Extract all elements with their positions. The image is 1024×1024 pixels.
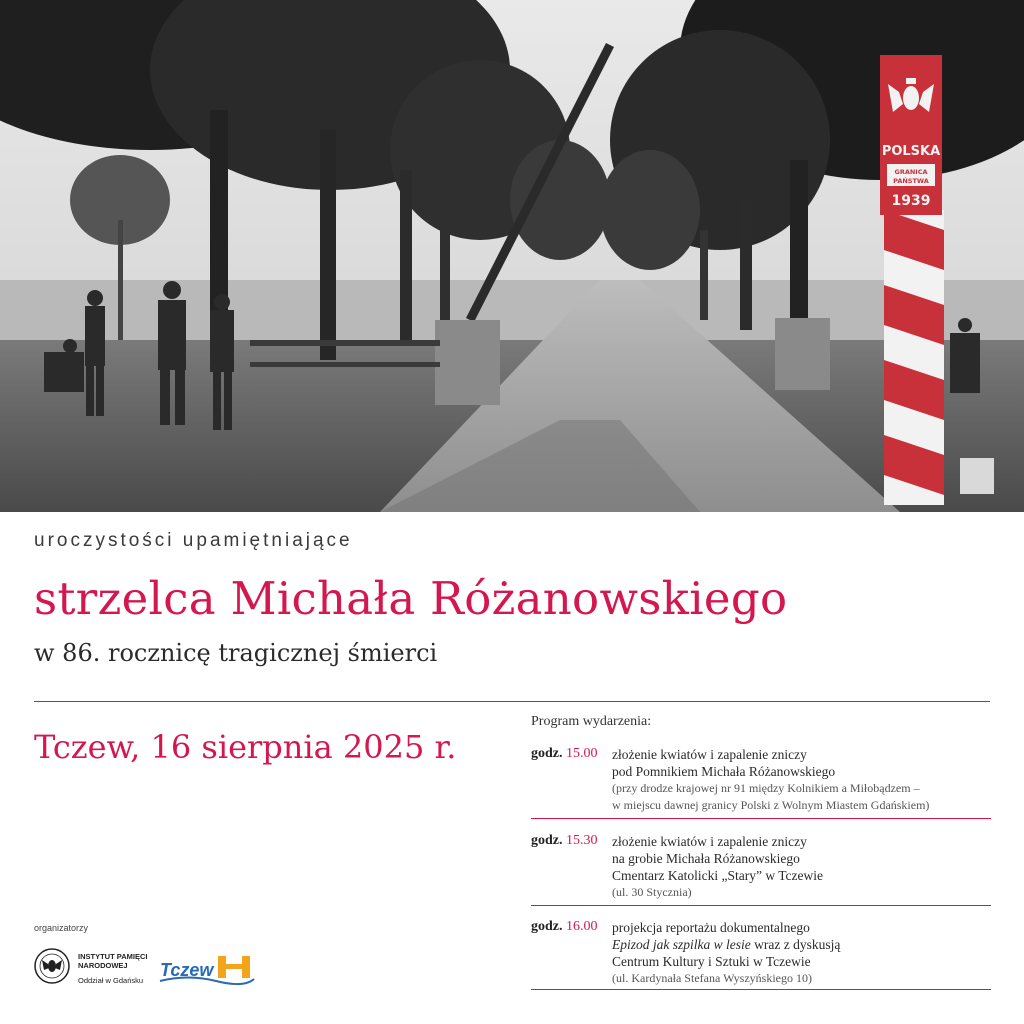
divider xyxy=(531,818,991,819)
event-time xyxy=(531,919,598,935)
event-line xyxy=(612,936,992,953)
godz-label: godz. xyxy=(531,746,563,761)
event-line-rest: wraz z dyskusją xyxy=(750,937,841,952)
sign-line1-text: GRANICA xyxy=(894,168,928,176)
tczew-logo xyxy=(158,952,258,986)
divider xyxy=(531,905,991,906)
event-note: (ul. 30 Stycznia) xyxy=(612,885,692,899)
ipn-line2: NARODOWEJ xyxy=(78,961,128,970)
tczew-logo-text: Tczew xyxy=(160,960,214,980)
event-time-value: 15.30 xyxy=(566,833,598,848)
event-date: Tczew, 16 sierpnia 2025 r. xyxy=(34,728,457,766)
program-heading: Program wydarzenia: xyxy=(531,714,652,729)
event-time-value: 16.00 xyxy=(566,919,598,934)
border-post xyxy=(880,55,944,505)
event-line: Cmentarz Katolicki „Stary” w Tczewie xyxy=(612,868,823,883)
event-time xyxy=(531,833,598,849)
film-title: Epizod jak szpilka w lesie xyxy=(612,937,751,952)
organizers-label: organizatorzy xyxy=(34,923,89,933)
sign-country-text: POLSKA xyxy=(881,144,941,159)
program-event-2 xyxy=(531,833,991,905)
page-title: strzelca Michała Różanowskiego xyxy=(34,572,788,625)
event-line: złożenie kwiatów i zapalenie zniczy xyxy=(612,834,807,849)
event-line: projekcja reportażu dokumentalnego xyxy=(612,920,810,935)
event-description xyxy=(612,833,992,901)
event-description xyxy=(612,746,992,814)
event-line: na grobie Michała Różanowskiego xyxy=(612,851,800,866)
event-line: złożenie kwiatów i zapalenie zniczy xyxy=(612,747,807,762)
event-line: pod Pomnikiem Michała Różanowskiego xyxy=(612,764,836,779)
event-time xyxy=(531,746,598,762)
ipn-line1: INSTYTUT PAMIĘCI xyxy=(78,952,148,961)
divider xyxy=(531,989,991,990)
event-note: (ul. Kardynała Stefana Wyszyńskiego 10) xyxy=(612,971,812,985)
ipn-text xyxy=(78,952,147,985)
godz-label: godz. xyxy=(531,833,563,848)
ipn-sub: Oddział w Gdańsku xyxy=(78,976,144,985)
sign-line2-text: PAŃSTWA xyxy=(893,177,929,185)
event-line: Centrum Kultury i Sztuki w Tczewie xyxy=(612,954,811,969)
ipn-logo xyxy=(34,948,154,988)
sign-year-text: 1939 xyxy=(891,193,931,209)
divider xyxy=(34,701,990,702)
event-time-value: 15.00 xyxy=(566,746,598,761)
ipn-seal-icon xyxy=(34,948,70,984)
event-note: (przy drodze krajowej nr 91 między Kolnikiem a Miłobądzem – xyxy=(612,781,920,795)
event-description xyxy=(612,919,992,987)
event-note: w miejscu dawnej granicy Polski z Wolnym Miastem Gdańskiem) xyxy=(612,798,930,812)
program-event-3 xyxy=(531,919,991,991)
kicker-text: uroczystości upamiętniające xyxy=(34,530,353,551)
godz-label: godz. xyxy=(531,919,563,934)
program-event-1 xyxy=(531,746,991,818)
page-subtitle: w 86. rocznicę tragicznej śmierci xyxy=(34,639,438,667)
